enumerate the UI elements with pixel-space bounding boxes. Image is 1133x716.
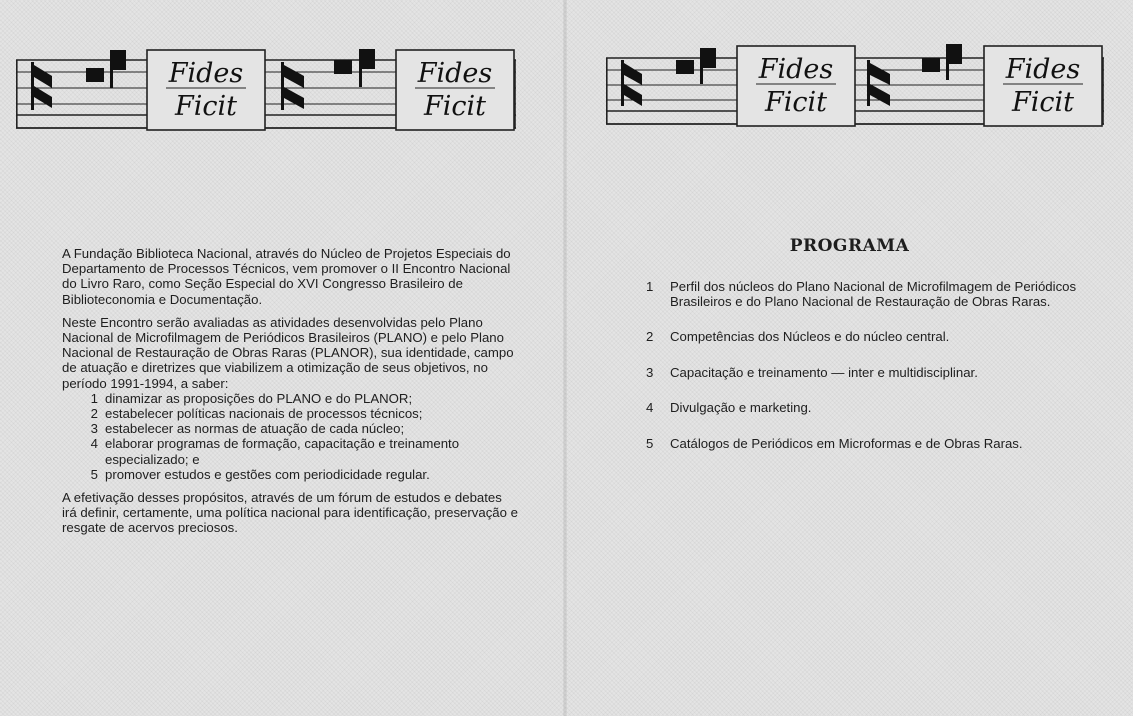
page-fold [563, 0, 567, 716]
list-number: 4 [646, 400, 654, 416]
list-number: 2 [90, 406, 98, 422]
list-text: estabelecer políticas nacionais de processos técnicos; [105, 406, 423, 422]
list-item [62, 436, 520, 466]
list-item [646, 330, 1094, 345]
list-number: 1 [90, 390, 98, 406]
emblem-line2: Ficit [424, 91, 486, 122]
emblem-line1: Fides [758, 54, 834, 85]
list-item [62, 391, 520, 406]
list-text: promover estudos e gestões com periodicidade regular. [105, 466, 430, 482]
intro-text [62, 246, 520, 544]
left-banner [16, 40, 516, 135]
list-text: Perfil dos núcleos do Plano Nacional de Microfilmagem de Periódicos Brasileiros e do Plano Nacional de Restauração de Obras Raras. [670, 279, 1077, 309]
list-number: 5 [90, 466, 98, 482]
emblem-line1: Fides [417, 58, 493, 89]
list-text: estabelecer as normas de atuação de cada núcleo; [105, 421, 405, 437]
neume-glyph-icon [621, 48, 716, 106]
list-number: 5 [646, 435, 654, 451]
banner-graphic [16, 40, 516, 135]
list-item [646, 437, 1094, 452]
list-number: 3 [646, 364, 654, 380]
intro-paragraph-3: A efetivação desses propósitos, através de um fórum de estudos e debates irá definir, certamente, uma política nacional para identificação, preservação e resgate de acervos preciosos. [62, 490, 518, 536]
neume-glyph-icon [867, 44, 962, 106]
list-number: 3 [90, 421, 98, 437]
list-text: Catálogos de Periódicos em Microformas e de Obras Raras. [670, 435, 1023, 451]
list-item [62, 467, 520, 482]
list-item [646, 401, 1094, 416]
list-item [646, 366, 1094, 381]
list-text: Divulgação e marketing. [670, 400, 812, 416]
list-number: 4 [90, 436, 98, 452]
banner-graphic [606, 40, 1104, 130]
intro-paragraph-2: Neste Encontro serão avaliadas as atividades desenvolvidas pelo Plano Nacional de Microfilmagem de Periódicos Brasileiros (PLANO) e pelo Plano Nacional de Restauração de Obras Raras (PLANOR), sua identidade, campo de atuação e diretrizes que viabilizem a otimização de seus objetivos, no período 1991-1994, a saber: [62, 314, 514, 391]
list-item [646, 280, 1094, 309]
list-item [62, 421, 520, 436]
list-number: 2 [646, 329, 654, 345]
intro-paragraph-1: A Fundação Biblioteca Nacional, através do Núcleo de Projetos Especiais do Departamento de Processos Técnicos, vem promover o II Encontro Nacional do Livro Raro, como Seção Especial do XVI Congresso Brasileiro de Biblioteconomia e Documentação. [62, 246, 511, 307]
list-item [62, 406, 520, 421]
goals-list [62, 391, 520, 482]
list-text: dinamizar as proposições do PLANO e do PLANOR; [105, 390, 413, 406]
list-text: Competências dos Núcleos e do núcleo central. [670, 329, 950, 345]
emblem-line2: Ficit [765, 87, 827, 118]
programa-list [646, 280, 1094, 473]
programa-title: PROGRAMA [789, 236, 910, 256]
list-text: Capacitação e treinamento — inter e multidisciplinar. [670, 364, 978, 380]
list-number: 1 [646, 279, 654, 294]
neume-glyph-icon [281, 49, 375, 110]
neume-glyph-icon [31, 50, 126, 110]
list-text: elaborar programas de formação, capacitação e treinamento especializado; e [105, 436, 460, 467]
right-banner [606, 40, 1104, 130]
emblem-line1: Fides [168, 58, 244, 89]
emblem-line1: Fides [1005, 54, 1081, 85]
emblem-line2: Ficit [175, 91, 237, 122]
emblem-line2: Ficit [1012, 87, 1074, 118]
